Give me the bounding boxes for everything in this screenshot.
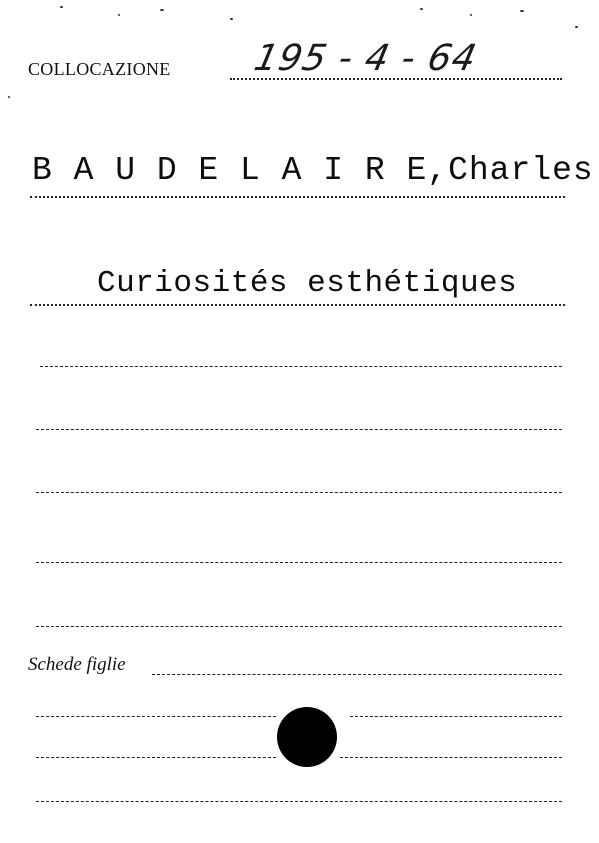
scan-speck [60, 6, 63, 8]
scan-speck [160, 9, 164, 11]
blank-dotted-line [40, 366, 562, 367]
scan-speck [118, 14, 120, 16]
blank-dotted-line [36, 562, 562, 563]
author-surname: B A U D E L A I R E [32, 152, 428, 189]
scan-speck [520, 10, 524, 12]
author-heading [32, 152, 594, 189]
scan-speck [420, 8, 423, 10]
blank-dotted-line [36, 626, 562, 627]
blank-dotted-line [36, 801, 562, 802]
punch-hole [277, 707, 337, 767]
blank-dotted-line [340, 757, 562, 758]
blank-dotted-line [350, 716, 562, 717]
author-forename: ,Charles [427, 152, 594, 189]
schede-figlie-label: Schede figlie [28, 654, 126, 675]
blank-dotted-line [36, 716, 276, 717]
blank-dotted-line [36, 492, 562, 493]
blank-dotted-line [36, 757, 276, 758]
title-line: Curiosités esthétiques [97, 266, 518, 301]
scan-speck [230, 18, 233, 20]
collocazione-value: 195 - 4 - 64 [250, 38, 481, 79]
scan-speck [575, 26, 578, 28]
author-dotted-line [30, 196, 565, 198]
scan-speck [470, 14, 472, 16]
scan-speck [8, 96, 10, 98]
blank-dotted-line [36, 429, 562, 430]
title-dotted-line [30, 304, 565, 306]
schede-dotted-line [152, 674, 562, 675]
collocazione-label: COLLOCAZIONE [28, 59, 171, 79]
